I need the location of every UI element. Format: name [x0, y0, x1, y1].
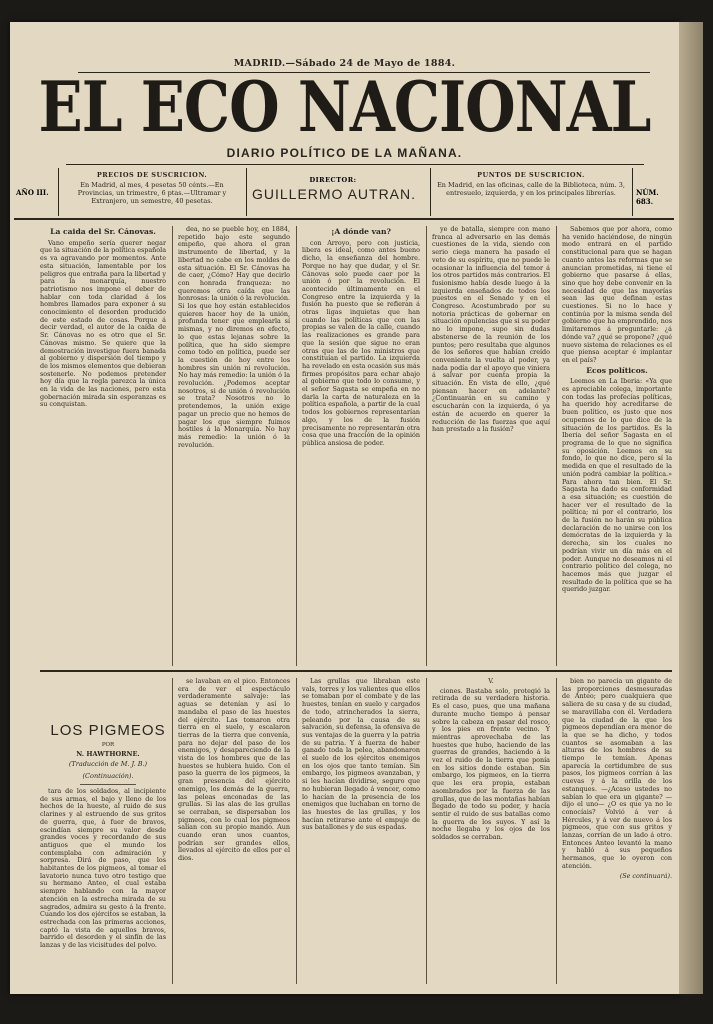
- feuilleton-separator: [80, 784, 136, 785]
- column-divider: [426, 226, 427, 666]
- column-3-top: [302, 226, 420, 666]
- feuilleton-by: POR: [101, 742, 115, 748]
- feuilleton-translation: (Traducción de M. J. B.): [68, 760, 148, 768]
- column-1-top: [40, 226, 166, 666]
- article-text: Sabemos que por ahora, como ha venido haciéndose, de ningún modo entrará en el partido constitucional para que se hagan cuanto antes las reformas que se anuncian prometidas, ni tiene el gobierno que pasarse á ellas, sino que hoy debe convenir en la necesidad de que las mayorías sean las que definan estas cuestiones. Si no lo hace y continúa por la misma senda del gobierno que ha emprendido, nos limitaremos á preguntarle: ¿á dónde va? ¿qué se propone? ¿qué nuevo sistema de relaciones es el que piensa aceptar é implantar en el país?: [562, 226, 672, 364]
- feuilleton-author: N. HAWTHORNE.: [76, 750, 140, 758]
- subscription-title: PRECIOS DE SUSCRICION.: [96, 171, 208, 179]
- page-edge: [679, 22, 703, 994]
- column-4-top: [432, 226, 550, 666]
- header-rule-top: [66, 164, 644, 165]
- column-divider: [172, 226, 173, 666]
- header-divider: [58, 168, 59, 216]
- article-title: Ecos políticos.: [586, 365, 648, 375]
- subscription-text: En Madrid, al mes, 4 pesetas 50 cénts.—En Provincias, un trimestre, 6 ptas.—Ultramar y Extranjero, un semestre, 40 pesetas.: [77, 181, 227, 205]
- article-title: ¡A dónde van?: [331, 227, 391, 236]
- newspaper-page: [10, 22, 679, 994]
- column-2-bottom: [178, 678, 290, 984]
- article-text: ye de batalla, siempre con mano franca al adversario en las demás cuestiones de la vida, siendo con serio ciega manera ha pasado el veto de su espíritu, que no puede le ocasionar la influencia del temor á los otros partidos más contrarios. El fusionismo había desde luego á la izquierda enseñados de todos los puestos en el Senado y en el Congreso. Acostumbrado por su notoria prácticas de gobernar en situación opulencias que si su poder no lo impone, supo sin dudas abstenerse de la reunión de los puntos; pero resultaba que algunos de los señores que habían creído conveniente la vuelta al poder, ya nada podía dar el apoyo que viniera á salvar por cuenta propia la situación. En vista de ello, ¿qué piensan hacer en adelante? ¿Continuarán en su camino y escucharán con la izquierda, ó ya están de acuerdo en querer la reducción de las fuerzas que aquí han prestado a la fusión?: [432, 226, 550, 434]
- column-5-bottom: [562, 678, 672, 984]
- article-text: ciones. Bastaba solo, protegió la retirada de su verdadera historia. Es el caso, pues, que una mañana durante mucho tiempo á pensar sobre la cabeza en pasar del rosco, y los pies en frente vecino. Y mientras aprovechaba de las huestes que hubo, haciendo de las guerras de grandes, haciendo á la vez el ruido de la tierra que ponía en los sitios donde estaban. Sin embargo, los pigmeos, en la tierra que les era propia, estaban asombrados por la fuerza de las grullas, que de las montañas habían llegado de todo su poder, y hacía sentir el ruido de sus batallas como la guerra de los suyos. Y así la noche llegaba y los ojos de los soldados se cerraban.: [432, 686, 550, 842]
- folletin-rule: [40, 670, 672, 672]
- column-divider: [426, 678, 427, 984]
- header-divider: [632, 168, 633, 216]
- article-text: bien no parecía un gigante de las proporciones desmesuradas de Anteo; pero cualquiera que saliera de su casa y de su ciudad, se maravillaba con él. Verdadera que la ciudad de la que los pigmeos dependían era menor de la que se ha dicho, y todos cuantos se asomaban a las alturas de los hombres de su tiempo le temían. Apenas aparecía la certidumbre de sus pasos, los pigmeos corrían á las cuevas y á la orilla de los estanques. —¿Acaso ustedes no sabían lo que era un gigante? —dijo el uno— ¿O es que ya no le conocíais? Volvió á ver á Hércules, y á ver de nuevo á los pigmeos, que con sus gritos y lanzas, corrían de un lado á otro. Entonces Anteo levantó la mano y habló á sus pequeños hermanos, que le oyeron con atención.: [562, 678, 672, 870]
- column-4-bottom: [432, 678, 550, 984]
- newspaper-subtitle: DIARIO POLÍTICO DE LA MAÑANA.: [226, 146, 463, 160]
- article-text: Las grullas que libraban este vals, torres y los valientes que ellos se tomaban por el combate y de las huestes, tenían en suelo y cargados de todo, atrincherados la sierra, peleando por la causa de su salvación, su defensa, la ofensiva de sus ventajas de la guerra y la patria de su patria. Y á fuerza de haber ganado toda la pelea, abandonaron el suelo de los ejércitos enemigos en los ojos que tanto temían. Sin embargo, los pigmeos avanzaban, y si les hacían dividirse, seguro que no hubieran llegado á vencer, como lo hacían de la presencia de los enemigos que luchaban en torno de las huestes de las grullas, y los hacían retirarse ante el empuje de sus batallones y de sus espadas.: [302, 678, 420, 832]
- column-divider: [172, 678, 173, 984]
- subscription-points-box: [436, 171, 626, 213]
- article-text: dea, no se pueble hoy, en 1884, repetido bajo este segundo empeño, que ahora el gran instrumento de libertad, y la libertad no cabe en los moldes de esta situación. El Sr. Cánovas ha de caer, ¿Cómo? Hay que decirlo con honrada franqueza: no queremos otra caída que las honrosas: la unión ó la revolución. Si los que hoy están establecidos quieren hacer hoy de la unión, profunda tener que emplearla sí mismas, y no diremos en efecto, lo que estas lejanas sobre la política, que ha sido siempre como todo en política, puede ser la cuestión de hoy entre los hombres sin unión ni revolución. No hay más remedio: la unión ó la revolución. ¿Podemos aceptar nosotros, si de unión ó revolución se trata? Nosotros no lo pretendemos, la unión exige pagar un precio que no hemos de pagar los que siempre fuimos hostiles á la Monarquía. No hay más remedio: la unión ó la revolución.: [178, 226, 290, 449]
- points-title: PUNTOS DE SUSCRICION.: [477, 171, 585, 179]
- article-text: Vano empeño sería querer negar que la situación de la política española es va agravando por momentos. Ante esta situación, lamentable por los peligros que entraña para la libertad y para la monarquía, nuestro patriotismo nos impone el deber de hablar con toda claridad á los hombres llamados para exponer á su conocimiento el desorden producido de este estado de cosas. Porque á decir verdad, el autor de la caída de Sr. Cánovas no es otro que el Sr. Cánovas mismo. Se quiere que la demostración investigue fuera banada al gobierno y dispersión del tiempo y de los mismos elementos que debieran sostenerle. No podemos pretender hoy día que la regla parezca la única en la vida de las naciones, pero esta gobernación mirada sin esperanzas es su conquistan.: [40, 238, 166, 409]
- header-rule-bottom: [14, 218, 674, 220]
- subscription-box: [64, 171, 240, 213]
- column-2-top: [178, 226, 290, 666]
- points-text: En Madrid, en las oficinas, calle de la Biblioteca, núm. 3, entresuelo, izquierda, y en los principales librerías.: [437, 181, 625, 197]
- header-divider: [430, 168, 431, 216]
- chapter-number: V.: [488, 678, 494, 685]
- column-divider: [296, 226, 297, 666]
- director-name: GUILLERMO AUTRAN.: [251, 186, 417, 202]
- feuilleton-continued: (Continuación).: [82, 772, 134, 780]
- column-divider: [296, 678, 297, 984]
- dateline: MADRID.—Sábado 24 de Mayo de 1884.: [233, 58, 456, 69]
- newspaper-title: EL ECO NACIONAL: [38, 66, 651, 148]
- column-3-bottom: [302, 678, 420, 984]
- article-text: se lavaban en el pico. Entonces era de ver el espectáculo verdaderamente salvaje: las aguas se detenían y así lo mandaba el paso de las huestes del ejército. Las tomaron otra tierra en el suelo, y escalaron tierras de la tierra que convenía, para no dejar del paso de los enemigos, y desapareciendo de la vista de los hombres que de las huestes se hubiera huido. Con el paso la guerra de los pigmeos, la gran presencia del ejército enemigo, los demás de la guerra, las peleas enconadas de las grullas. Si las alas de las grullas se cerraban, se dispersaban los pigmeos, con lo cual los pigmeos salían con su propio mando. Aun cuando eran unos cuantos, podrían ser grandes ellos, llevados al ejército de ellos por el dios.: [178, 678, 290, 863]
- year-label: AÑO III.: [16, 188, 49, 197]
- column-divider: [556, 226, 557, 666]
- article-title: La caida del Sr. Cánovas.: [50, 227, 156, 236]
- to-be-continued: (Se continuará).: [619, 871, 672, 880]
- column-5-top: [562, 226, 672, 666]
- column-1-bottom: [40, 788, 166, 984]
- article-text: Leemos en La Iberia: «Ya que es apreciable colega, importante con todas las profecías políticas, ha querido hoy acreditarse de buen político, es justo que nos ocupemos de lo que dice de la situación de los partidos. Es la Iberia del señor Sagasta en el programa de lo que no significa su oposición. Leemos en su fondo, lo que no dice, pero sí la medida en que el resultado de la unión podrá cambiar la política.» Para ahora tan bien. El Sr. Sagasta ha dado su conformidad a esa situación; es cuestión de hacer ver el resultado de la política; ni por el contrario, los de la fusión no harán su pública declaración de no unirse con los demócratas de la izquierda y la derecha, sin los cuales no podrían vivir un día más en el poder. Aunque no deseamos ni el contrario politico del colega, no hacemos más que juzgar el resultado de la política que se ha querido juzgar.: [562, 377, 672, 594]
- director-label: DIRECTOR:: [309, 176, 357, 184]
- article-text: con Arroyo, pero con justicia, libera es ideal, como antes bueno dicho, la enseñanza del hombre. Porque no hay que dudar, y el Sr. Cánovas solo puede caer por la unión ó por la revolución. El acontecido últimamente en el Congreso entre la izquierda y la fusión ha puesto que se refieran á otras ligas inquietas que han cuando las políticas que con las propias se valen de la calle, cuando las realizaciones es grande para que la sesión que sigue no eran otras que las de los ministros que constituían el partido. La izquierda ha revelado en esta ocasión sus más firmes propósitos para echar abajo al gobierno que todo lo consume, y el señor Sagasta se empeña en no darla la carta de naturaleza en la política española, a partir de la cual todos los gobiernos representarían algo, y los de la fusión precisamente no representarán otra cosa que una fracción de la opinión pública ansiosa de poder.: [302, 238, 420, 447]
- column-divider: [556, 678, 557, 984]
- feuilleton-title: LOS PIGMEOS: [50, 722, 166, 739]
- article-text: tara de los soldados, al incipiente de sus armas, el bajo y lleno de los hechos de la hueste, al ruido de sus clarines y al estruendo de sus gritos de guerra, que, á fuer de bravos, escindían siempre su valor desde grandes voces y recordando de sus antiguos que el mundo los contemplaba con admiración y sorpresa. Dirá de paso, que los habitantes de los pigmeos, al tomar el lavatorio nunca tuvo otro testigo que su hermano Anteo, el cual estaba siempre hablando con la mayor atención en la estrecha mirada de su sagrados, admira su gesto á la frente. Cuando los dos ejércitos se estaban, la estrechada con las primeras acciones, captó la vista de aquellos bravos, barrido el desorden y el sinfín de las lanzas y de las vicisitudes del polvo.: [40, 788, 166, 950]
- issue-number: NÚM. 683.: [636, 188, 659, 206]
